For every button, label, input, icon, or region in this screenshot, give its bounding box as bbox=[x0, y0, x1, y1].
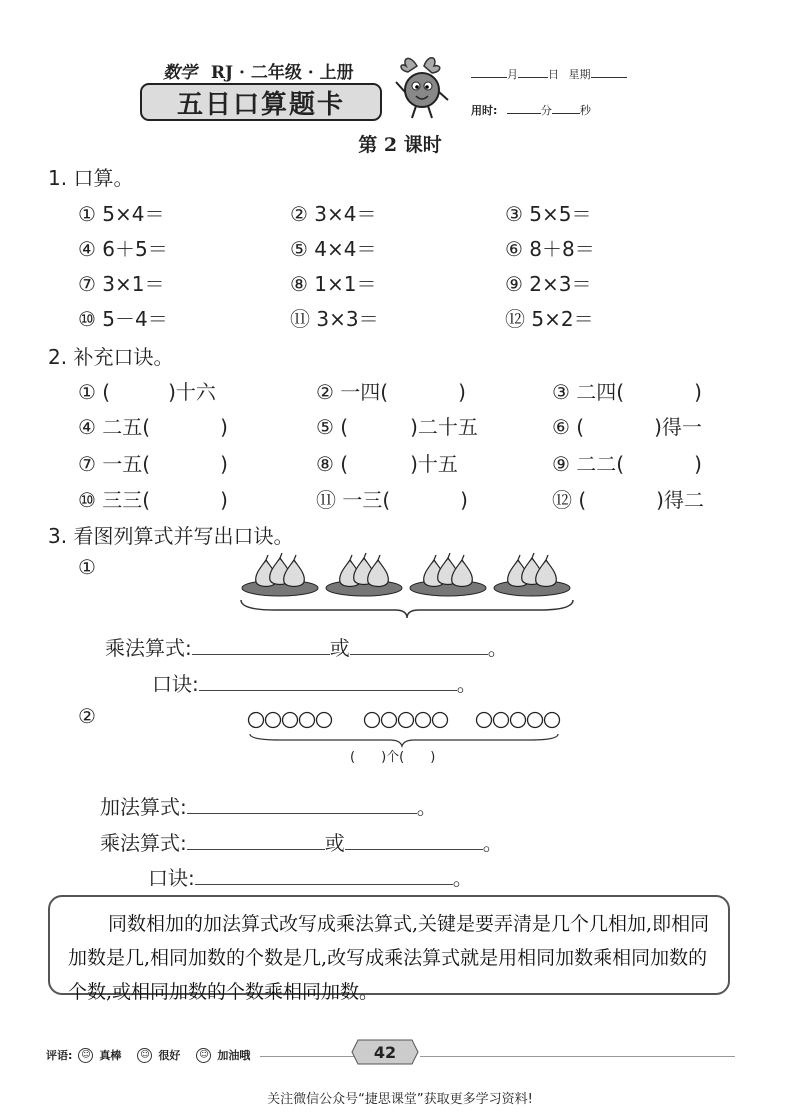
mult-answer-2[interactable] bbox=[350, 640, 488, 655]
month-label: 月 bbox=[507, 68, 518, 81]
calc-item: ⑧ 1×1＝ bbox=[290, 272, 377, 296]
item-number: ② bbox=[316, 380, 334, 404]
mult-answer-1[interactable] bbox=[192, 640, 330, 655]
subject-label: 数学 bbox=[163, 63, 197, 83]
good-face-icon[interactable]: ☺ bbox=[137, 1048, 152, 1063]
item-number: ⑤ bbox=[316, 415, 334, 439]
rhyme-item bbox=[552, 448, 702, 477]
period: 。 bbox=[482, 831, 503, 855]
circle-mark bbox=[511, 713, 526, 728]
pear-stem bbox=[532, 553, 534, 558]
item-number: ① bbox=[78, 380, 96, 404]
mult-label: 乘法算式: bbox=[100, 831, 187, 855]
header-subtitle bbox=[163, 58, 354, 83]
or-label: 或 bbox=[324, 831, 345, 855]
rhyme-prefix: ( bbox=[578, 488, 587, 512]
day-label: 日 bbox=[548, 68, 559, 81]
section1-title: 1. 口算。 bbox=[48, 166, 134, 190]
circle-mark bbox=[317, 713, 332, 728]
section2-title: 2. 补充口诀。 bbox=[48, 345, 174, 369]
pear bbox=[452, 560, 473, 587]
p2-add-row bbox=[100, 791, 437, 820]
circle-mark bbox=[494, 713, 509, 728]
pear bbox=[284, 560, 305, 587]
mult-answer-2[interactable] bbox=[345, 835, 483, 850]
item-number: ④ bbox=[78, 415, 96, 439]
p1-mult-row bbox=[105, 632, 508, 661]
mult-answer-1[interactable] bbox=[187, 835, 325, 850]
rhyme-suffix: )十六 bbox=[168, 380, 216, 404]
rhyme-item bbox=[78, 484, 228, 513]
rhyme-label: 口诀: bbox=[152, 672, 199, 696]
group-brace bbox=[250, 734, 558, 746]
circle-groups-image bbox=[240, 708, 570, 748]
calc-item: ⑪ 3×3＝ bbox=[290, 307, 379, 331]
rhyme-prefix: ( bbox=[340, 415, 349, 439]
rhyme-prefix: 二二( bbox=[576, 452, 625, 476]
item-number: ⑧ bbox=[316, 452, 334, 476]
rhyme-suffix: ) bbox=[458, 380, 466, 404]
minute-label: 分 bbox=[540, 104, 552, 117]
pear-stem bbox=[350, 555, 352, 560]
circle-mark bbox=[399, 713, 414, 728]
page-title-text: 五日口算题卡 bbox=[176, 89, 345, 120]
rhyme-item bbox=[316, 411, 478, 440]
calc-item: ⑤ 4×4＝ bbox=[290, 237, 377, 261]
edition-label: RJ · 二年级 · 上册 bbox=[210, 63, 354, 83]
item-number: ⑫ bbox=[552, 488, 572, 512]
circle-mark bbox=[528, 713, 543, 728]
group-brace bbox=[241, 600, 573, 618]
tip-text: 同数相加的加法算式改写成乘法算式,关键是要弄清是几个几相加,即相同加数是几,相同加数的个数是几,改写成乘法算式就是用相同加数乘相同加数的个数,或相同加数的个数乘相同加数。 bbox=[68, 913, 710, 1003]
rhyme-prefix: 一三( bbox=[342, 488, 391, 512]
rhyme-suffix: ) bbox=[220, 452, 228, 476]
footer-note: 关注微信公众号“捷思课堂”获取更多学习资料! bbox=[267, 1092, 533, 1107]
rhyme-suffix: )十五 bbox=[410, 452, 458, 476]
add-label: 加法算式: bbox=[100, 795, 187, 819]
rhyme-suffix: )得二 bbox=[656, 488, 704, 512]
circle-mark bbox=[545, 713, 560, 728]
rhyme-item bbox=[552, 484, 704, 513]
mult-label: 乘法算式: bbox=[105, 636, 192, 660]
second-label: 秒 bbox=[579, 104, 591, 117]
p2-rhyme-row bbox=[148, 862, 473, 891]
item-number: ⑨ bbox=[552, 452, 570, 476]
or-label: 或 bbox=[329, 636, 350, 660]
pear-stem bbox=[294, 555, 296, 560]
period: 。 bbox=[416, 795, 437, 819]
rating-great: 真棒 bbox=[99, 1049, 122, 1062]
period: 。 bbox=[456, 672, 477, 696]
great-face-icon[interactable]: ☺ bbox=[78, 1048, 93, 1063]
time-field bbox=[471, 102, 591, 118]
rhyme-label: 口诀: bbox=[148, 866, 195, 890]
lesson-title: 第 2 课时 bbox=[358, 134, 442, 156]
circle-mark bbox=[300, 713, 315, 728]
time-label: 用时: bbox=[471, 104, 498, 117]
footer-divider-left bbox=[260, 1056, 360, 1057]
pear-stem bbox=[266, 555, 268, 560]
rhyme-item bbox=[78, 448, 228, 477]
page-title bbox=[140, 83, 382, 121]
rhyme-item bbox=[78, 376, 216, 405]
rhyme-prefix: 一五( bbox=[102, 452, 151, 476]
calc-item: ③ 5×5＝ bbox=[505, 202, 592, 226]
mascot-icon bbox=[392, 52, 452, 122]
rhyme-prefix: 三三( bbox=[102, 488, 151, 512]
rhyme-suffix: ) bbox=[694, 452, 702, 476]
rhyme-prefix: 二四( bbox=[576, 380, 625, 404]
rating-label: 评语: bbox=[46, 1049, 73, 1062]
pear bbox=[536, 560, 557, 587]
rhyme-item bbox=[316, 376, 466, 405]
item-number: ③ bbox=[552, 380, 570, 404]
calc-item: ⑫ 5×2＝ bbox=[505, 307, 594, 331]
rhyme-item bbox=[316, 448, 458, 477]
page-number: 42 bbox=[373, 1043, 397, 1062]
circle-mark bbox=[416, 713, 431, 728]
rhyme-suffix: )得一 bbox=[654, 415, 702, 439]
rhyme-prefix: ( bbox=[340, 452, 349, 476]
circle-caption: ( )个( ) bbox=[350, 750, 436, 765]
calc-item: ② 3×4＝ bbox=[290, 202, 377, 226]
rhyme-suffix: ) bbox=[694, 380, 702, 404]
rhyme-item bbox=[552, 376, 702, 405]
tip-box bbox=[48, 895, 730, 1003]
rhyme-suffix: ) bbox=[220, 488, 228, 512]
item-number: ⑥ bbox=[552, 415, 570, 439]
pear-stem bbox=[546, 555, 548, 560]
rhyme-prefix: ( bbox=[102, 380, 111, 404]
circle-mark bbox=[365, 713, 380, 728]
circle-mark bbox=[477, 713, 492, 728]
circle-mark bbox=[433, 713, 448, 728]
calc-item: ⑥ 8＋8＝ bbox=[505, 237, 595, 261]
rhyme-suffix: ) bbox=[460, 488, 468, 512]
rating-bar bbox=[46, 1047, 250, 1063]
footer-divider-right bbox=[420, 1056, 735, 1057]
pear-plates-image bbox=[235, 552, 580, 622]
calc-item: ④ 6＋5＝ bbox=[78, 237, 168, 261]
rhyme-prefix: 二五( bbox=[102, 415, 151, 439]
circle-mark bbox=[283, 713, 298, 728]
rhyme-suffix: ) bbox=[220, 415, 228, 439]
pear-stem bbox=[518, 555, 520, 560]
p2-mult-row bbox=[100, 827, 503, 856]
pear-stem bbox=[364, 553, 366, 558]
rhyme-prefix: ( bbox=[576, 415, 585, 439]
rhyme-answer[interactable] bbox=[199, 676, 457, 691]
item-number: ⑪ bbox=[316, 488, 336, 512]
rating-cheer: 加油哦 bbox=[217, 1049, 251, 1062]
circle-mark bbox=[266, 713, 281, 728]
pear-stem bbox=[378, 555, 380, 560]
problem2-number: ② bbox=[78, 704, 96, 728]
cheer-face-icon[interactable]: ☺ bbox=[196, 1048, 211, 1063]
rhyme-answer[interactable] bbox=[195, 870, 453, 885]
period: 。 bbox=[487, 636, 508, 660]
item-number: ⑦ bbox=[78, 452, 96, 476]
add-answer[interactable] bbox=[187, 799, 417, 814]
calc-item: ⑨ 2×3＝ bbox=[505, 272, 592, 296]
pear-stem bbox=[434, 555, 436, 560]
rhyme-item bbox=[552, 411, 702, 440]
rating-good: 很好 bbox=[158, 1049, 181, 1062]
pear-stem bbox=[462, 555, 464, 560]
rhyme-prefix: 一四( bbox=[340, 380, 389, 404]
pear bbox=[368, 560, 389, 587]
item-number: ⑩ bbox=[78, 488, 96, 512]
calc-item: ① 5×4＝ bbox=[78, 202, 165, 226]
circle-mark bbox=[382, 713, 397, 728]
rhyme-suffix: )二十五 bbox=[410, 415, 478, 439]
circle-mark bbox=[249, 713, 264, 728]
pear-stem bbox=[448, 553, 450, 558]
rhyme-item bbox=[78, 411, 228, 440]
date-field bbox=[471, 66, 627, 82]
week-label: 星期 bbox=[568, 68, 591, 81]
calc-item: ⑩ 5－4＝ bbox=[78, 307, 168, 331]
problem1-number: ① bbox=[78, 555, 96, 579]
period: 。 bbox=[452, 866, 473, 890]
p1-rhyme-row bbox=[152, 668, 477, 697]
rhyme-item bbox=[316, 484, 468, 513]
calc-item: ⑦ 3×1＝ bbox=[78, 272, 165, 296]
section3-title: 3. 看图列算式并写出口诀。 bbox=[48, 524, 294, 548]
pear-stem bbox=[280, 553, 282, 558]
